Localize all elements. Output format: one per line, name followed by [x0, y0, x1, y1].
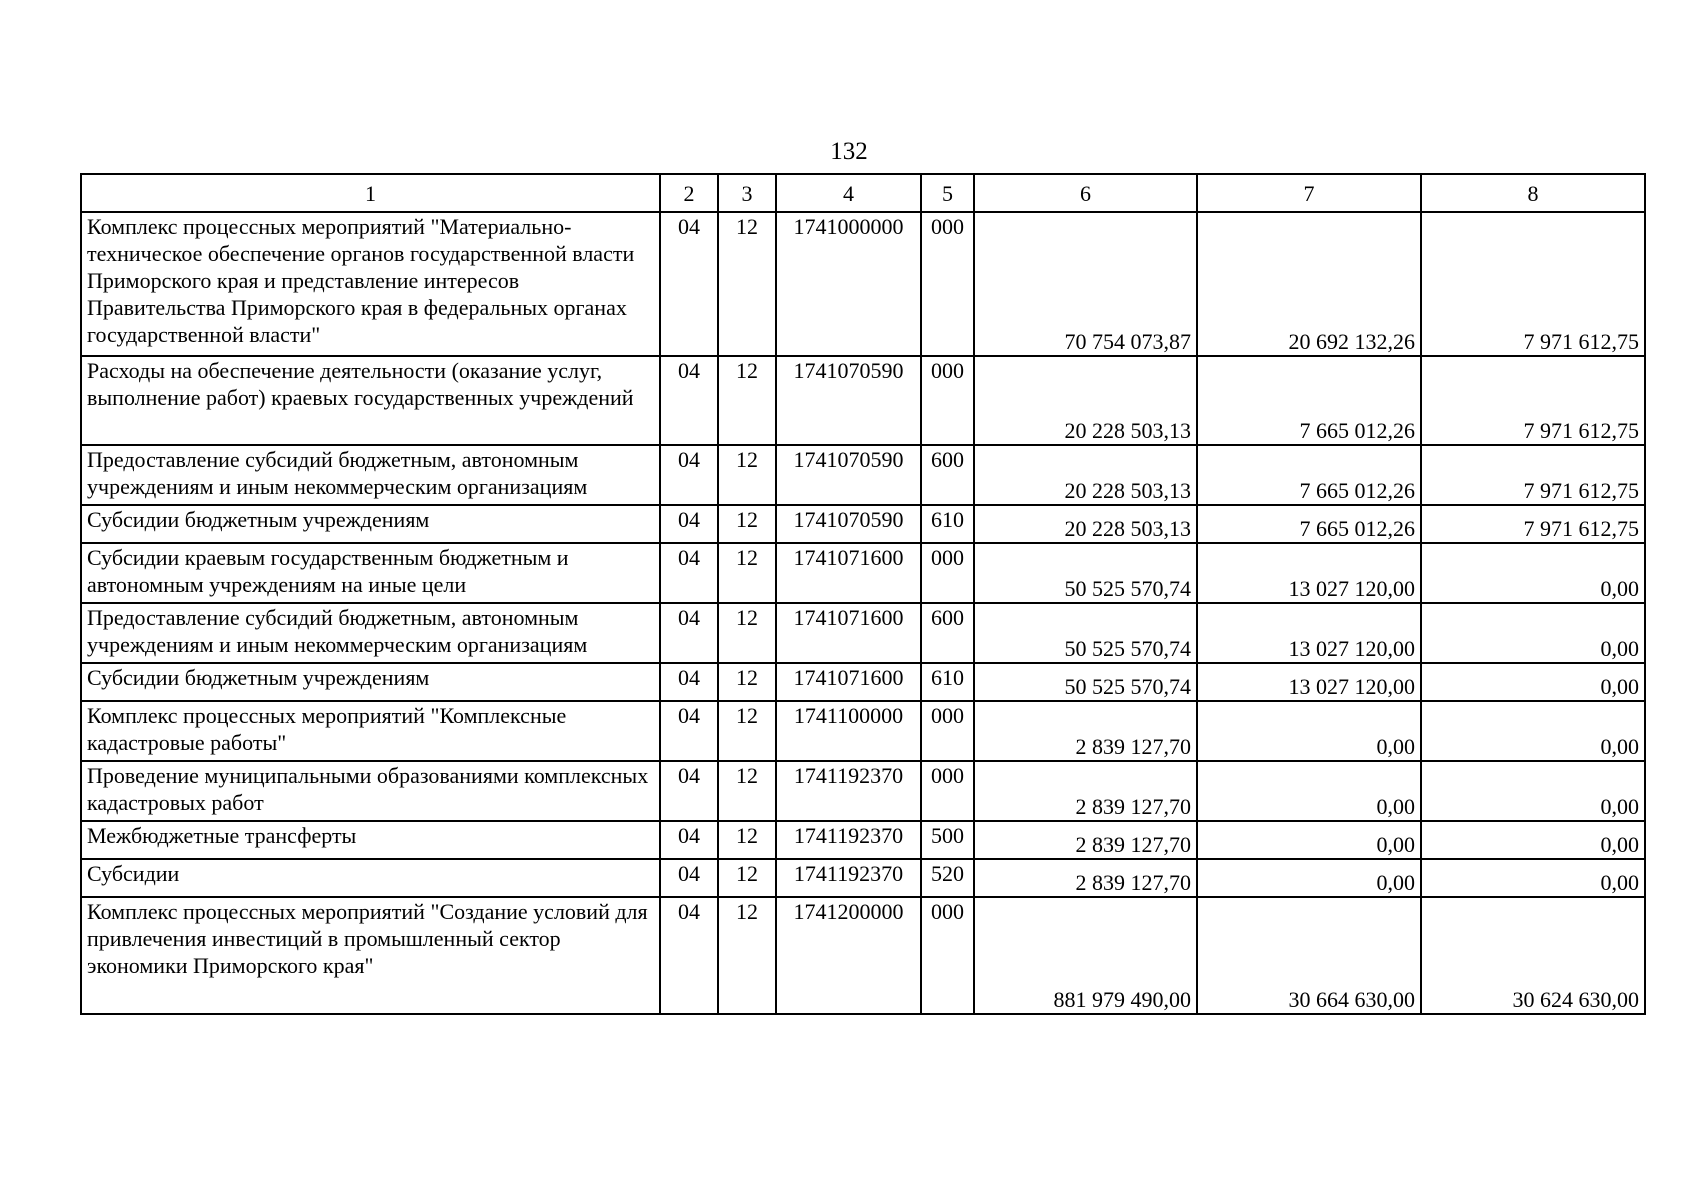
code-expense-type: 600 — [921, 603, 974, 663]
code-subsection: 12 — [718, 761, 776, 821]
code-expense-type: 000 — [921, 543, 974, 603]
amount-col8: 7 971 612,75 — [1421, 505, 1645, 543]
table-row — [81, 701, 1645, 761]
row-name: Расходы на обеспечение деятельности (оказание услуг, выполнение работ) краевых государственных учреждений — [81, 356, 660, 445]
row-name: Субсидии краевым государственным бюджетным и автономным учреждениям на иные цели — [81, 543, 660, 603]
table-row — [81, 212, 1645, 356]
header-row — [81, 174, 1645, 212]
table-row — [81, 821, 1645, 859]
code-subsection: 12 — [718, 543, 776, 603]
amount-col6: 2 839 127,70 — [974, 761, 1197, 821]
code-subsection: 12 — [718, 859, 776, 897]
column-header: 8 — [1421, 174, 1645, 212]
table-row — [81, 897, 1645, 1014]
amount-col6: 70 754 073,87 — [974, 212, 1197, 356]
code-section: 04 — [660, 212, 718, 356]
code-target: 1741192370 — [776, 761, 921, 821]
row-name: Предоставление субсидий бюджетным, автономным учреждениям и иным некоммерческим организациям — [81, 445, 660, 505]
column-header: 3 — [718, 174, 776, 212]
table-row — [81, 859, 1645, 897]
amount-col6: 2 839 127,70 — [974, 701, 1197, 761]
code-section: 04 — [660, 663, 718, 701]
row-name: Межбюджетные трансферты — [81, 821, 660, 859]
table-row — [81, 543, 1645, 603]
code-section: 04 — [660, 603, 718, 663]
code-expense-type: 520 — [921, 859, 974, 897]
code-expense-type: 500 — [921, 821, 974, 859]
amount-col8: 7 971 612,75 — [1421, 212, 1645, 356]
code-section: 04 — [660, 505, 718, 543]
column-header: 1 — [81, 174, 660, 212]
table-row — [81, 761, 1645, 821]
code-expense-type: 610 — [921, 505, 974, 543]
code-subsection: 12 — [718, 663, 776, 701]
amount-col8: 0,00 — [1421, 859, 1645, 897]
amount-col6: 50 525 570,74 — [974, 603, 1197, 663]
table-row — [81, 663, 1645, 701]
table-row — [81, 356, 1645, 445]
amount-col8: 0,00 — [1421, 543, 1645, 603]
code-section: 04 — [660, 761, 718, 821]
amount-col6: 20 228 503,13 — [974, 505, 1197, 543]
amount-col7: 13 027 120,00 — [1197, 663, 1421, 701]
code-expense-type: 600 — [921, 445, 974, 505]
code-subsection: 12 — [718, 897, 776, 1014]
amount-col8: 0,00 — [1421, 821, 1645, 859]
amount-col6: 20 228 503,13 — [974, 356, 1197, 445]
code-section: 04 — [660, 897, 718, 1014]
code-target: 1741071600 — [776, 543, 921, 603]
code-target: 1741000000 — [776, 212, 921, 356]
row-name: Субсидии бюджетным учреждениям — [81, 505, 660, 543]
amount-col7: 0,00 — [1197, 701, 1421, 761]
amount-col7: 7 665 012,26 — [1197, 356, 1421, 445]
code-target: 1741192370 — [776, 859, 921, 897]
code-section: 04 — [660, 701, 718, 761]
code-expense-type: 610 — [921, 663, 974, 701]
code-target: 1741071600 — [776, 603, 921, 663]
column-header: 2 — [660, 174, 718, 212]
code-expense-type: 000 — [921, 356, 974, 445]
code-target: 1741071600 — [776, 663, 921, 701]
code-target: 1741070590 — [776, 505, 921, 543]
code-section: 04 — [660, 445, 718, 505]
code-expense-type: 000 — [921, 897, 974, 1014]
row-name: Комплекс процессных мероприятий "Материально-техническое обеспечение органов государственной власти Приморского края и представление интересов Правительства Приморского края в федеральных органах государственной власти" — [81, 212, 660, 356]
code-expense-type: 000 — [921, 761, 974, 821]
code-section: 04 — [660, 543, 718, 603]
code-expense-type: 000 — [921, 701, 974, 761]
code-section: 04 — [660, 859, 718, 897]
code-target: 1741100000 — [776, 701, 921, 761]
code-subsection: 12 — [718, 212, 776, 356]
amount-col7: 0,00 — [1197, 821, 1421, 859]
amount-col8: 0,00 — [1421, 761, 1645, 821]
amount-col6: 50 525 570,74 — [974, 663, 1197, 701]
amount-col7: 7 665 012,26 — [1197, 505, 1421, 543]
code-subsection: 12 — [718, 701, 776, 761]
code-target: 1741070590 — [776, 356, 921, 445]
row-name: Субсидии бюджетным учреждениям — [81, 663, 660, 701]
amount-col8: 30 624 630,00 — [1421, 897, 1645, 1014]
code-subsection: 12 — [718, 356, 776, 445]
code-subsection: 12 — [718, 821, 776, 859]
amount-col7: 7 665 012,26 — [1197, 445, 1421, 505]
amount-col7: 13 027 120,00 — [1197, 543, 1421, 603]
amount-col8: 0,00 — [1421, 603, 1645, 663]
code-section: 04 — [660, 356, 718, 445]
table-row — [81, 505, 1645, 543]
column-header: 6 — [974, 174, 1197, 212]
amount-col6: 20 228 503,13 — [974, 445, 1197, 505]
code-subsection: 12 — [718, 603, 776, 663]
budget-table — [80, 173, 1646, 1015]
amount-col8: 7 971 612,75 — [1421, 356, 1645, 445]
row-name: Субсидии — [81, 859, 660, 897]
amount-col8: 7 971 612,75 — [1421, 445, 1645, 505]
code-target: 1741200000 — [776, 897, 921, 1014]
code-section: 04 — [660, 821, 718, 859]
amount-col7: 0,00 — [1197, 859, 1421, 897]
amount-col7: 0,00 — [1197, 761, 1421, 821]
row-name: Проведение муниципальными образованиями комплексных кадастровых работ — [81, 761, 660, 821]
row-name: Предоставление субсидий бюджетным, автономным учреждениям и иным некоммерческим организациям — [81, 603, 660, 663]
code-target: 1741192370 — [776, 821, 921, 859]
amount-col8: 0,00 — [1421, 701, 1645, 761]
code-expense-type: 000 — [921, 212, 974, 356]
amount-col6: 50 525 570,74 — [974, 543, 1197, 603]
amount-col7: 13 027 120,00 — [1197, 603, 1421, 663]
page-number: 132 — [830, 138, 868, 165]
amount-col7: 20 692 132,26 — [1197, 212, 1421, 356]
amount-col6: 2 839 127,70 — [974, 821, 1197, 859]
column-header: 5 — [921, 174, 974, 212]
code-subsection: 12 — [718, 445, 776, 505]
column-header: 7 — [1197, 174, 1421, 212]
table-row — [81, 603, 1645, 663]
row-name: Комплекс процессных мероприятий "Комплексные кадастровые работы" — [81, 701, 660, 761]
amount-col6: 881 979 490,00 — [974, 897, 1197, 1014]
amount-col8: 0,00 — [1421, 663, 1645, 701]
column-header: 4 — [776, 174, 921, 212]
row-name: Комплекс процессных мероприятий "Создание условий для привлечения инвестиций в промышленный сектор экономики Приморского края" — [81, 897, 660, 1014]
code-subsection: 12 — [718, 505, 776, 543]
table-row — [81, 445, 1645, 505]
code-target: 1741070590 — [776, 445, 921, 505]
amount-col6: 2 839 127,70 — [974, 859, 1197, 897]
amount-col7: 30 664 630,00 — [1197, 897, 1421, 1014]
